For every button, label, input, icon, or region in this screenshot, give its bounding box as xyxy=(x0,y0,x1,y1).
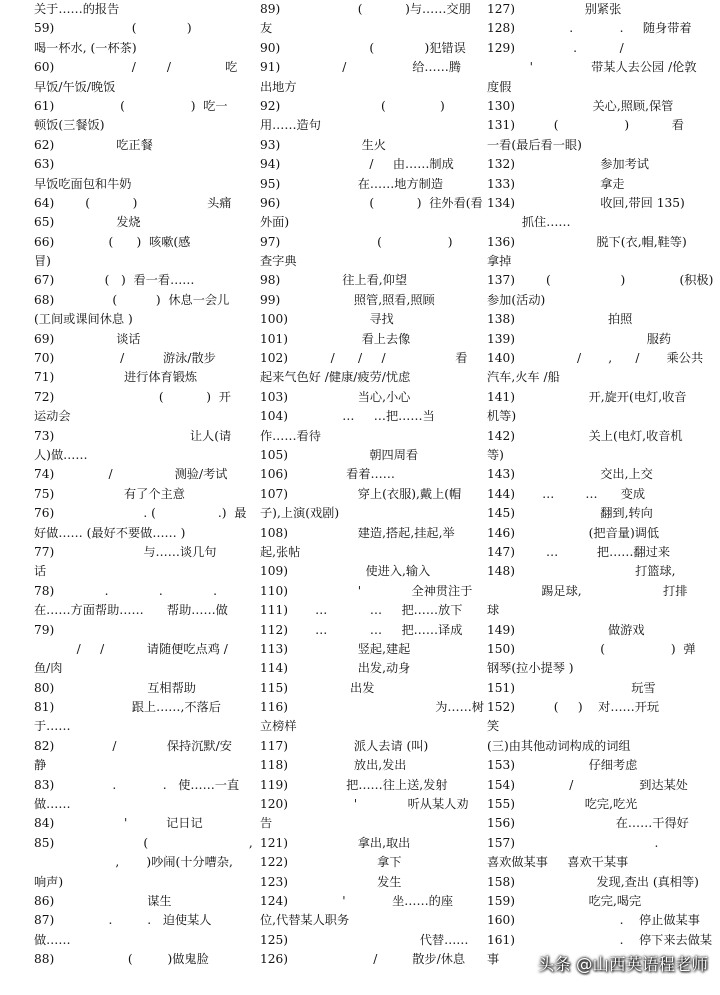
document-line: 喜欢做某事 喜欢干某事 xyxy=(487,855,629,870)
column-1 xyxy=(34,0,253,970)
document-line: 114) 出发,动身 xyxy=(260,661,411,676)
document-line: 机等) xyxy=(487,409,517,424)
document-line: 161) . 停下来去做某 xyxy=(487,932,713,947)
document-line: 109) 使进入,输入 xyxy=(260,564,431,579)
document-line: 145) 翻到,转向 xyxy=(487,506,653,521)
document-line: 93) 生火 xyxy=(260,137,386,152)
document-line: 142) 关上(电灯,收音机 xyxy=(487,428,683,443)
document-line: 124) ' 坐……的座 xyxy=(260,893,454,908)
document-line: 155) 吃完,吃光 xyxy=(487,797,638,812)
document-line: 62) 吃正餐 xyxy=(34,137,153,152)
document-line: 友 xyxy=(260,21,273,36)
document-line: 等) xyxy=(487,447,504,462)
document-line: 99) 照管,照看,照顾 xyxy=(260,292,435,307)
document-line: 102) / / / 看 xyxy=(260,351,468,366)
document-line: 80) 互相帮助 xyxy=(34,680,196,695)
document-line: 150) ( ) 弹 xyxy=(487,641,696,656)
document-line: 139) 服药 xyxy=(487,331,672,346)
document-line: 151) 玩雪 xyxy=(487,680,656,695)
document-line: 78) . . . xyxy=(34,583,217,598)
document-line: 110) ' 全神贯注于 xyxy=(260,583,473,598)
document-line: 子),上演(戏剧) xyxy=(260,506,340,521)
document-line: 136) 脱下(衣,帽,鞋等) xyxy=(487,234,687,249)
document-line: 143) 交出,上交 xyxy=(487,467,653,482)
document-line: 92) ( ) xyxy=(260,98,445,113)
document-line: 131) ( ) 看 xyxy=(487,118,684,133)
document-line: 一看(最后看一眼) xyxy=(487,137,582,152)
document-line: 100) 寻找 xyxy=(260,312,394,327)
document-line: 79) xyxy=(34,622,55,637)
document-line: 用……造句 xyxy=(260,118,321,133)
document-line: 156) 在……干得好 xyxy=(487,816,689,831)
document-line: (三)由其他动词构成的词组 xyxy=(487,738,631,753)
document-line: 查字典 xyxy=(260,254,297,269)
document-line: 球 xyxy=(487,603,500,618)
document-line: 134) 收回,带回 135) xyxy=(487,195,685,210)
document-line: 67) ( ) 看一看…… xyxy=(34,273,195,288)
document-line: 132) 参加考试 xyxy=(487,157,649,172)
document-line: 158) 发现,查出 (真相等) xyxy=(487,874,699,889)
document-line: 97) ( ) xyxy=(260,234,453,249)
document-line: 116) 为……树 xyxy=(260,700,484,715)
document-line: 144) … … 变成 xyxy=(487,486,646,501)
document-line: 133) 拿走 xyxy=(487,176,625,191)
document-line: 鱼/肉 xyxy=(34,661,63,676)
document-line: 152) ( ) 对……开玩 xyxy=(487,700,660,715)
column-3 xyxy=(487,0,714,970)
document-line: 98) 往上看,仰望 xyxy=(260,273,408,288)
document-line: 出地方 xyxy=(260,79,297,94)
document-line: 66) ( ) 咳嗽(感 xyxy=(34,234,191,249)
document-line: 157) . xyxy=(487,835,659,850)
document-line: 117) 派人去请 (叫) xyxy=(260,738,429,753)
document-line: ' 带某人去公园 /伦敦 xyxy=(487,60,697,75)
document-line: 96) ( ) 往外看(看 xyxy=(260,195,483,210)
document-line: 踢足球, 打排 xyxy=(487,583,688,598)
document-line: 108) 建造,搭起,挂起,举 xyxy=(260,525,455,540)
document-line: 话 xyxy=(34,564,47,579)
document-line: 作……看待 xyxy=(260,428,321,443)
document-line: 106) 看着…… xyxy=(260,467,395,482)
document-line: 告 xyxy=(260,816,273,831)
document-line: (工间或课间休息 ) xyxy=(34,312,133,327)
watermark xyxy=(533,951,708,975)
document-line: 65) 发烧 xyxy=(34,215,141,230)
document-line: 起,张帖 xyxy=(260,544,301,559)
document-line: 59) ( ) xyxy=(34,21,192,36)
document-line: 75) 有了个主意 xyxy=(34,486,185,501)
document-line: 76) . ( .) 最 xyxy=(34,506,247,521)
column-2 xyxy=(260,0,484,970)
document-line: 运动会 xyxy=(34,409,71,424)
document-line: 146) (把音量)调低 xyxy=(487,525,660,540)
document-line: 111) … … 把……放下 xyxy=(260,603,463,618)
document-line: 60) / / 吃 xyxy=(34,60,238,75)
document-line: 74) / 测验/考试 xyxy=(34,467,228,482)
document-line: 88) ( )做鬼脸 xyxy=(34,952,209,967)
document-line: 138) 拍照 xyxy=(487,312,633,327)
watermark-text: 头条 @山西英语程老师 xyxy=(537,955,708,974)
document-line: 抓住…… xyxy=(487,215,571,230)
document-line: 127) 别紧张 xyxy=(487,2,622,16)
document-line: 事 xyxy=(487,952,500,967)
document-line: 于…… xyxy=(34,719,71,734)
document-line: 82) / 保持沉默/安 xyxy=(34,738,232,753)
document-line: 好做…… (最好不要做…… ) xyxy=(34,525,186,540)
document-line: 响声) xyxy=(34,874,64,889)
document-line: , )吵闹(十分嘈杂, xyxy=(34,855,233,870)
document-line: 89) ( )与……交朋 xyxy=(260,2,471,16)
document-line: 77) 与……谈几句 xyxy=(34,544,217,559)
document-line: 112) … … 把……译成 xyxy=(260,622,463,637)
document-line: 90) ( )犯错误 xyxy=(260,40,466,55)
document-line: 做…… xyxy=(34,797,71,812)
document-line: 121) 拿出,取出 xyxy=(260,835,411,850)
document-line: 113) 竖起,建起 xyxy=(260,641,411,656)
document-line: 在……方面帮助…… 帮助……做 xyxy=(34,603,228,618)
document-line: 160) . 停止做某事 xyxy=(487,913,700,928)
document-line: 115) 出发 xyxy=(260,680,375,695)
document-line: 159) 吃完,喝完 xyxy=(487,893,642,908)
document-line: 125) 代替…… xyxy=(260,932,469,947)
document-line: 81) 跟上……,不落后 xyxy=(34,700,221,715)
document-line: 118) 放出,发出 xyxy=(260,758,407,773)
document-line: 69) 谈话 xyxy=(34,331,141,346)
document-line: 73) 让人(请 xyxy=(34,428,232,443)
document-line: 笑 xyxy=(487,719,500,734)
document-line: 141) 开,旋开(电灯,收音 xyxy=(487,389,687,404)
document-line: 87) . . 迫使某人 xyxy=(34,913,212,928)
document-line: 86) 谋生 xyxy=(34,893,172,908)
document-line: 立榜样 xyxy=(260,719,297,734)
document-line: 度假 xyxy=(487,79,512,94)
document-line: / / 请随便吃点鸡 / xyxy=(34,641,228,656)
document-line: 参加(活动) xyxy=(487,292,546,307)
document-line: 148) 打篮球, xyxy=(487,564,676,579)
document-line: 83) . . 使……一直 xyxy=(34,777,240,792)
document-line: 早饭吃面包和牛奶 xyxy=(34,176,132,191)
document-line: 顿饭(三餐饭) xyxy=(34,118,105,133)
document-line: 71) 进行体育锻炼 xyxy=(34,370,198,385)
document-line: 123) 发生 xyxy=(260,874,402,889)
document-line: 129) . / xyxy=(487,40,624,55)
document-line: 61) ( ) 吃一 xyxy=(34,98,228,113)
document-line: 104) … …把……当 xyxy=(260,409,435,424)
document-line: 做…… xyxy=(34,932,71,947)
document-line: 静 xyxy=(34,758,47,773)
document-line: 105) 朝四周看 xyxy=(260,447,419,462)
document-line: 位,代替某人职务 xyxy=(260,913,350,928)
document-line: 137) ( ) (积极) xyxy=(487,273,714,288)
document-line: 154) / 到达某处 xyxy=(487,777,688,792)
document-line: 人)做…… xyxy=(34,447,88,462)
document-line: 85) ( , xyxy=(34,835,253,850)
document-line: 101) 看上去像 xyxy=(260,331,411,346)
document-line: 冒) xyxy=(34,254,51,269)
document-line: 107) 穿上(衣服),戴上(帽 xyxy=(260,486,462,501)
document-line: 122) 拿下 xyxy=(260,855,402,870)
document-line: 70) / 游泳/散步 xyxy=(34,351,216,366)
document-line: 120) ' 听从某人劝 xyxy=(260,797,469,812)
document-line: 149) 做游戏 xyxy=(487,622,645,637)
document-line: 拿掉 xyxy=(487,254,512,269)
document-line: 63) xyxy=(34,157,55,172)
document-line: 103) 当心,小心 xyxy=(260,389,411,404)
document-line: 汽车,火车 /船 xyxy=(487,370,560,385)
document-line: 130) 关心,照顾,保管 xyxy=(487,98,674,113)
document-line: 72) ( ) 开 xyxy=(34,389,231,404)
document-line: 128) . . 随身带着 xyxy=(487,21,692,36)
document-line: 外面) xyxy=(260,215,290,230)
document-line: 钢琴(拉小提琴 ) xyxy=(487,661,574,676)
document-line: 早饭/午饭/晚饭 xyxy=(34,79,116,94)
document-line: 84) ' 记日记 xyxy=(34,816,203,831)
document-line: 126) / 散步/休息 xyxy=(260,952,466,967)
document-line: 91) / 给……腾 xyxy=(260,60,461,75)
document-line: 153) 仔细考虑 xyxy=(487,758,638,773)
document-line: 64) ( ) 头痛 xyxy=(34,195,232,210)
document-line: 119) 把……往上送,发射 xyxy=(260,777,448,792)
document-line: 147) … 把……翻过来 xyxy=(487,544,671,559)
document-line: 140) / , / 乘公共 xyxy=(487,351,704,366)
document-line: 起来气色好 /健康/疲劳/忧虑 xyxy=(260,370,411,385)
document-line: 68) ( ) 休息一会儿 xyxy=(34,292,230,307)
document-line: 关于……的报告 xyxy=(34,2,120,16)
document-line: 喝一杯水, (一杯茶) xyxy=(34,40,137,55)
document-line: 94) / 由……制成 xyxy=(260,157,454,172)
document-line: 95) 在……地方制造 xyxy=(260,176,444,191)
